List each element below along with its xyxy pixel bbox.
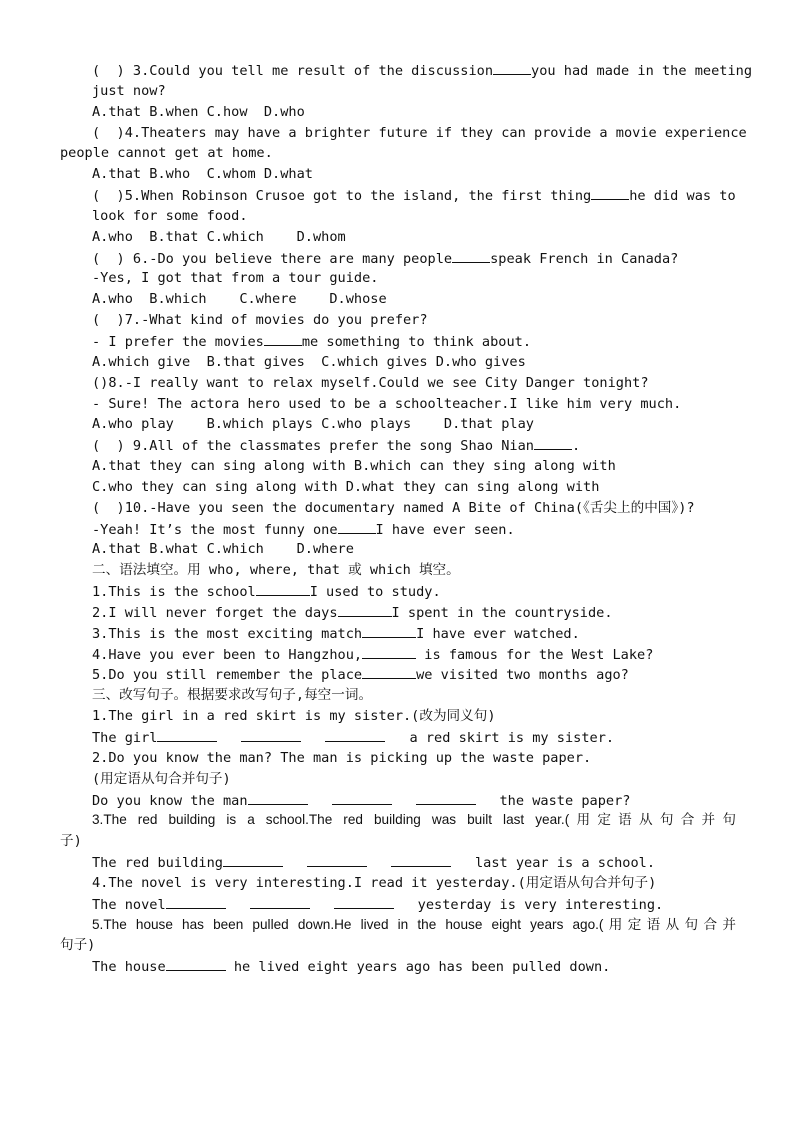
rewrite-3: 3.The red building is a school.The red building was built last year.(用定语从句合并句	[92, 812, 736, 828]
question-6-options: A.who B.which C.where D.whose	[92, 291, 387, 308]
answer-blank[interactable]	[534, 435, 572, 450]
answer-blank[interactable]	[391, 852, 451, 867]
rewrite-5-answer: The house he lived eight years ago has been pulled down.	[60, 956, 736, 977]
question-6: ( ) 6.-Do you believe there are many people speak French in Canada?	[60, 248, 736, 269]
question-7: ( )7.-What kind of movies do you prefer?	[92, 312, 428, 329]
answer-blank[interactable]	[591, 185, 629, 200]
question-10: ( )10.-Have you seen the documentary named A Bite of China(《舌尖上的中国》)?	[92, 499, 695, 516]
answer-blank[interactable]	[256, 581, 310, 596]
answer-blank[interactable]	[362, 664, 416, 679]
section-2-heading: 二、语法填空。用 who, where, that 或 which 填空。	[92, 562, 460, 579]
question-10-reply: -Yeah! It’s the most funny one I have ever seen.	[60, 519, 736, 540]
question-8-reply: - Sure! The actora hero used to be a schoolteacher.I like him very much.	[92, 395, 682, 412]
question-4-options: A.that B.who C.whom D.what	[92, 166, 313, 183]
question-8-options: A.who play B.which plays C.who plays D.that play	[92, 416, 534, 433]
question-9: ( ) 9.All of the classmates prefer the song Shao Nian .	[60, 435, 736, 456]
answer-blank[interactable]	[493, 60, 531, 75]
fill-3: 3.This is the most exciting match I have ever watched.	[60, 623, 736, 644]
question-5: ( )5.When Robinson Crusoe got to the island, the first thing he did was to	[60, 185, 736, 206]
answer-blank[interactable]	[338, 519, 376, 534]
answer-blank[interactable]	[241, 727, 301, 742]
rewrite-2-instruction: (用定语从句合并句子)	[92, 770, 231, 787]
answer-blank[interactable]	[332, 790, 392, 805]
rewrite-1-answer: The girl a red skirt is my sister.	[60, 727, 736, 748]
answer-blank[interactable]	[334, 894, 394, 909]
question-3: ( ) 3.Could you tell me result of the discussion you had made in the meeting	[60, 60, 736, 81]
fill-2: 2.I will never forget the days I spent in the countryside.	[60, 602, 736, 623]
question-5-cont: look for some food.	[92, 207, 248, 224]
rewrite-5: 5.The house has been pulled down.He lived in the house eight years ago.(用定语从句合并	[92, 916, 736, 932]
question-4-cont: people cannot get at home.	[60, 145, 273, 162]
answer-blank[interactable]	[362, 623, 416, 638]
answer-blank[interactable]	[157, 727, 217, 742]
question-9-options-cd: C.who they can sing along with D.what they can sing along with	[92, 478, 600, 495]
question-3-options: A.that B.when C.how D.who	[92, 103, 305, 120]
rewrite-2-answer: Do you know the man the waste paper?	[60, 790, 736, 811]
answer-blank[interactable]	[166, 956, 226, 971]
rewrite-4: 4.The novel is very interesting.I read it yesterday.(用定语从句合并句子)	[92, 874, 657, 891]
answer-blank[interactable]	[223, 852, 283, 867]
rewrite-5-cont: 句子)	[60, 937, 96, 954]
rewrite-3-cont: 子)	[60, 833, 82, 850]
answer-blank[interactable]	[325, 727, 385, 742]
rewrite-1: 1.The girl in a red skirt is my sister.(改为同义句)	[92, 708, 496, 725]
rewrite-4-answer: The novel yesterday is very interesting.	[60, 894, 736, 915]
question-3-cont: just now?	[92, 82, 166, 99]
worksheet-page	[60, 60, 753, 977]
question-7-options: A.which give B.that gives C.which gives D.who gives	[92, 353, 526, 370]
answer-blank[interactable]	[338, 602, 392, 617]
fill-4: 4.Have you ever been to Hangzhou, is famous for the West Lake?	[60, 644, 736, 665]
question-9-options-ab: A.that they can sing along with B.which can they sing along with	[92, 458, 616, 475]
answer-blank[interactable]	[307, 852, 367, 867]
answer-blank[interactable]	[248, 790, 308, 805]
fill-5: 5.Do you still remember the place we visited two months ago?	[60, 664, 736, 685]
answer-blank[interactable]	[362, 644, 416, 659]
answer-blank[interactable]	[166, 894, 226, 909]
question-7-reply: - I prefer the movies me something to think about.	[60, 331, 736, 352]
question-4: ( )4.Theaters may have a brighter future if they can provide a movie experience	[92, 124, 747, 141]
answer-blank[interactable]	[250, 894, 310, 909]
rewrite-2: 2.Do you know the man? The man is picking up the waste paper.	[92, 749, 592, 766]
rewrite-3-answer: The red building last year is a school.	[60, 852, 736, 873]
question-5-options: A.who B.that C.which D.whom	[92, 228, 346, 245]
answer-blank[interactable]	[416, 790, 476, 805]
fill-1: 1.This is the school I used to study.	[60, 581, 736, 602]
question-6-reply: -Yes, I got that from a tour guide.	[92, 270, 379, 287]
question-10-options: A.that B.what C.which D.where	[92, 541, 354, 558]
answer-blank[interactable]	[452, 248, 490, 263]
section-3-heading: 三、改写句子。根据要求改写句子,每空一词。	[92, 687, 373, 704]
question-8: ()8.-I really want to relax myself.Could we see City Danger tonight?	[92, 374, 649, 391]
answer-blank[interactable]	[264, 331, 302, 346]
